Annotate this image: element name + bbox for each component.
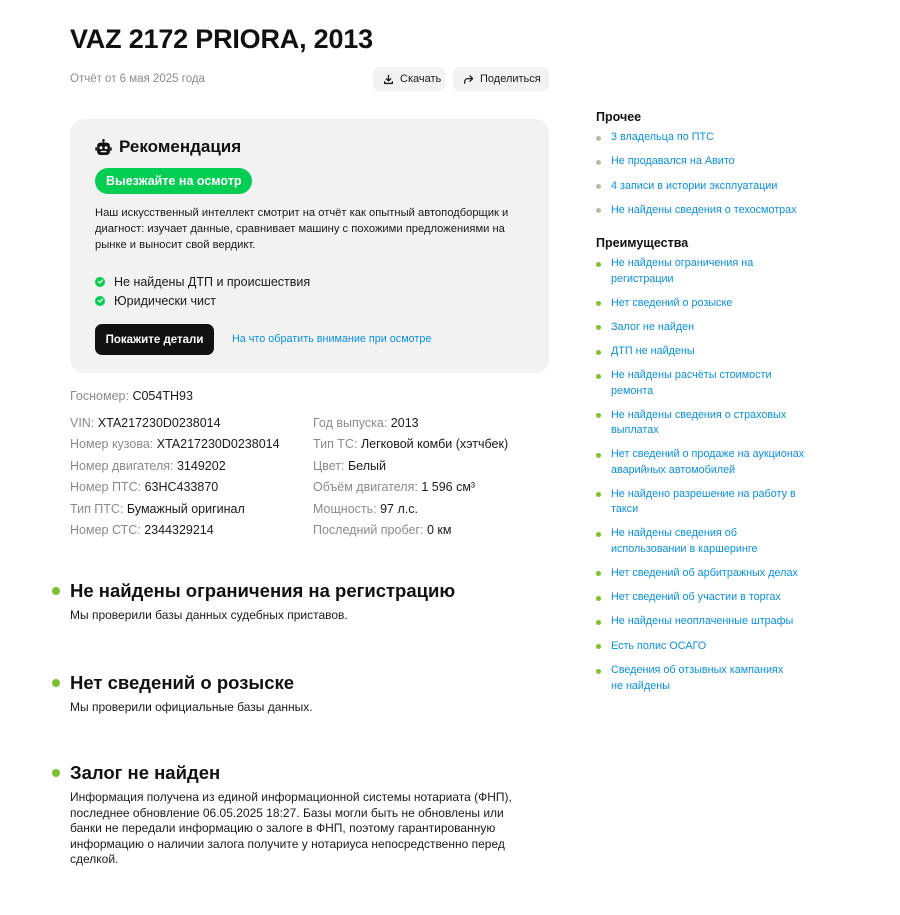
sidebar-link[interactable]: Залог не найден (611, 320, 695, 333)
spec-value: XTA217230D0238014 (156, 437, 280, 452)
specs-left-column (70, 416, 280, 544)
spec-label: Цвет: (313, 458, 345, 473)
spec-row-mileage (313, 523, 508, 544)
download-icon (383, 74, 394, 85)
sidebar-advantages (596, 236, 836, 703)
spec-label: Мощность: (313, 501, 377, 516)
show-details-button[interactable]: Покажите детали (95, 324, 214, 355)
sidebar-item (596, 487, 796, 527)
spec-value: 97 л.с. (380, 501, 418, 516)
check-item-label: Не найдены ДТП и происшествия (114, 274, 311, 289)
sidebar-link[interactable]: Не найдены ограничения на регистрации (611, 257, 754, 285)
bullet-dot-icon (596, 184, 601, 189)
sidebar-link[interactable]: Нет сведений об арбитражных делах (611, 566, 798, 579)
sidebar-item (596, 590, 836, 614)
sidebar-link[interactable]: Не найдено разрешение на работу в такси (611, 487, 796, 516)
bullet-dot-icon (596, 532, 601, 537)
spec-label: Номер ПТС: (70, 480, 142, 495)
spec-row-sts-number (70, 523, 280, 544)
bullet-dot-icon (596, 208, 601, 213)
sidebar-item (596, 663, 786, 703)
sidebar-link[interactable]: Не найдены сведения о страховых выплатах (611, 408, 787, 437)
plate-number (70, 389, 193, 403)
sidebar-link[interactable]: Не найдены сведения о техосмотрах (611, 203, 797, 216)
sidebar-item (596, 566, 836, 590)
sidebar-item (596, 447, 811, 487)
robot-icon (95, 139, 112, 156)
bullet-dot-icon (596, 160, 601, 165)
spec-row-pts-type (70, 502, 280, 523)
section-text: Мы проверили базы данных судебных приставов. (70, 608, 348, 622)
bullet-dot-icon (596, 413, 601, 418)
bullet-dot-icon (596, 350, 601, 355)
sidebar-link[interactable]: Не найдены сведения об использовании в каршеринге (611, 527, 758, 555)
section-pledge (52, 762, 532, 868)
sidebar-item (596, 344, 836, 368)
sidebar-link[interactable]: Нет сведений о продаже на аукционах аварийных автомобилей (611, 448, 805, 476)
spec-label: Тип ТС: (313, 437, 358, 452)
status-dot-icon (52, 679, 60, 687)
bullet-dot-icon (596, 453, 601, 458)
sidebar-heading-advantages: Преимущества (596, 236, 689, 250)
spec-row-vehicle-type (313, 437, 508, 458)
inspection-tips-link[interactable]: На что обратить внимание при осмотре (232, 333, 432, 345)
verdict-badge: Выезжайте на осмотр (95, 168, 252, 194)
spec-value: 2344329214 (144, 522, 214, 537)
sidebar-item (596, 526, 781, 566)
check-item (95, 272, 310, 291)
recommendation-description: Наш искусственный интеллект смотрит на отчёт как опытный автоподборщик и диагност: изучает данные, сравнивает машину с похожими предложениями на рынке и выносит свой вердикт. (95, 207, 509, 251)
recommendation-header (95, 137, 241, 157)
sidebar-link[interactable]: 4 записи в истории эксплуатации (611, 179, 778, 192)
page-title: VAZ 2172 PRIORA, 2013 (70, 24, 373, 54)
bullet-dot-icon (596, 596, 601, 601)
sidebar-link[interactable]: Нет сведений об участии в торгах (611, 591, 781, 604)
sidebar-item (596, 614, 836, 638)
bullet-dot-icon (596, 374, 601, 379)
sidebar-item (596, 203, 836, 227)
bullet-dot-icon (596, 644, 601, 649)
download-button[interactable] (373, 67, 445, 91)
sidebar-item (596, 639, 836, 663)
section-title: Нет сведений о розыске (70, 672, 295, 693)
bullet-dot-icon (596, 136, 601, 141)
spec-label: Год выпуска: (313, 416, 388, 430)
sidebar-advantages-list (596, 256, 836, 703)
spec-label: Госномер: (70, 389, 129, 403)
sidebar-heading-other: Прочее (596, 110, 642, 124)
spec-row-pts-number (70, 480, 280, 501)
spec-value: 63НС433870 (144, 480, 219, 495)
spec-row-year (313, 416, 508, 437)
section-header (52, 762, 532, 784)
section-header (52, 672, 532, 694)
spec-value: Легковой комби (хэтчбек) (360, 437, 509, 452)
check-circle-icon (95, 296, 105, 306)
spec-label: Номер кузова: (70, 437, 154, 452)
sidebar-link[interactable]: Сведения об отзывных кампаниях не найдены (611, 664, 784, 692)
spec-row-color (313, 459, 508, 480)
spec-label: Объём двигателя: (313, 480, 418, 495)
spec-value: 0 км (426, 522, 452, 537)
recommendation-checks (95, 272, 310, 310)
spec-value: С054ТН93 (132, 389, 193, 403)
sidebar-link[interactable]: Нет сведений о розыске (611, 296, 733, 309)
sidebar-item (596, 256, 756, 296)
sidebar-link[interactable]: Не найдены расчёты стоимости ремонта (611, 369, 772, 397)
status-dot-icon (52, 769, 60, 777)
check-circle-icon (95, 277, 105, 287)
sidebar-item (596, 320, 836, 344)
section-text: Мы проверили официальные базы данных. (70, 700, 313, 714)
check-item-label: Юридически чист (114, 293, 216, 308)
bullet-dot-icon (596, 492, 601, 497)
spec-label: VIN: (70, 416, 95, 430)
section-registration-restrictions (52, 580, 532, 624)
spec-value: Белый (347, 458, 386, 473)
section-title: Залог не найден (70, 762, 221, 783)
spec-label: Номер СТС: (70, 522, 141, 537)
sidebar-item (596, 179, 836, 203)
report-date: Отчёт от 6 мая 2025 года (70, 73, 205, 85)
spec-row-body-number (70, 437, 280, 458)
spec-value: Бумажный оригинал (126, 501, 245, 516)
spec-value: 1 596 см³ (421, 480, 476, 495)
section-wanted-search (52, 672, 532, 716)
recommendation-title: Рекомендация (119, 137, 242, 156)
sidebar-link[interactable]: Не продавался на Авито (611, 155, 735, 168)
status-dot-icon (52, 587, 60, 595)
sidebar-link[interactable]: ДТП не найдены (611, 345, 695, 358)
share-label: Поделиться (480, 73, 541, 85)
bullet-dot-icon (596, 620, 601, 625)
sidebar-item (596, 408, 806, 448)
section-header (52, 580, 532, 602)
spec-value: XTA217230D0238014 (97, 416, 221, 430)
section-text: Информация получена из единой информационной системы нотариата (ФНП), последнее обновление 06.05.2025 18:27. Базы могли быть не обновлены или банки не передали информацию о залоге в ФНП, поэтому гарантированную информацию о наличии залога получите у нотариуса непосредственно перед сделкой. (70, 790, 512, 867)
section-title: Не найдены ограничения на регистрацию (70, 580, 456, 601)
recommendation-card (70, 119, 549, 373)
spec-value: 2013 (390, 416, 419, 430)
spec-row-vin (70, 416, 280, 437)
share-arrow-icon (463, 74, 474, 85)
spec-row-engine-number (70, 459, 280, 480)
sidebar-link[interactable]: 3 владельца по ПТС (611, 131, 714, 143)
spec-label: Номер двигателя: (70, 458, 174, 473)
bullet-dot-icon (596, 325, 601, 330)
share-button[interactable] (453, 67, 549, 91)
bullet-dot-icon (596, 571, 601, 576)
spec-value: 3149202 (176, 458, 226, 473)
sidebar-other (596, 110, 836, 227)
sidebar-link[interactable]: Есть полис ОСАГО (611, 639, 707, 652)
sidebar-other-list (596, 130, 836, 227)
spec-row-power (313, 502, 508, 523)
sidebar-item (596, 154, 836, 178)
sidebar-item (596, 368, 786, 408)
bullet-dot-icon (596, 262, 601, 267)
download-label: Скачать (400, 73, 442, 85)
sidebar-item (596, 296, 836, 320)
bullet-dot-icon (596, 301, 601, 306)
spec-label: Тип ПТС: (70, 501, 124, 516)
specs-right-column (313, 416, 508, 544)
bullet-dot-icon (596, 669, 601, 674)
check-item (95, 291, 310, 310)
spec-row-engine-volume (313, 480, 508, 501)
sidebar-item (596, 130, 836, 154)
sidebar-link[interactable]: Не найдены неоплаченные штрафы (611, 615, 794, 628)
spec-label: Последний пробег: (313, 522, 424, 537)
